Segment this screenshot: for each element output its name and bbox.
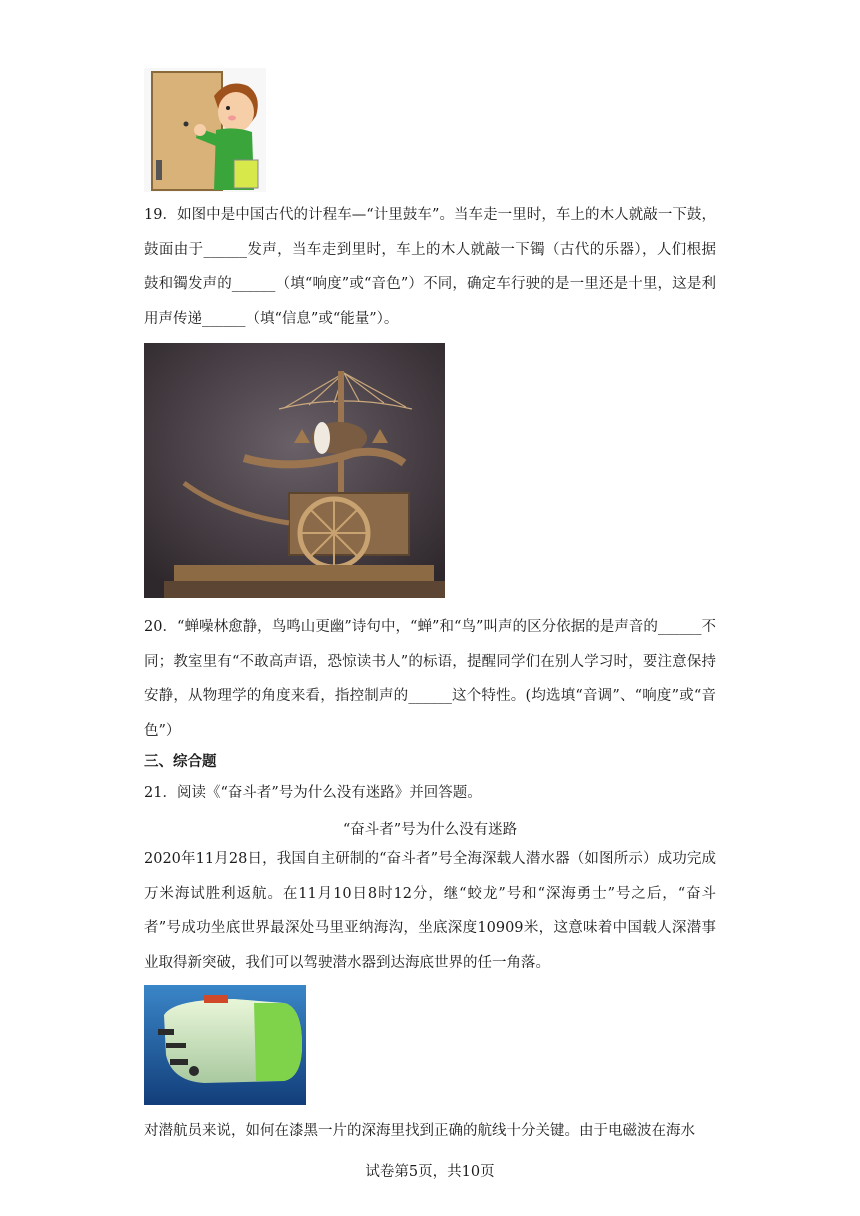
submersible-photo [144,985,306,1105]
article-paragraph-2: 对潜航员来说，如何在漆黑一片的深海里找到正确的航线十分关键。由于电磁波在海水 [144,1123,695,1139]
page-footer: 试卷第5页，共10页 [365,1164,495,1180]
article-title: “奋斗者”号为什么没有迷路 [342,822,518,838]
article-paragraph-1: 2020年11月28日，我国自主研制的“奋斗者”号全海深载人潜水器（如图所示）成功完成万米海试胜利返航。在11月10日8时12分，继“蛟龙”号和“深海勇士”号之后，“奋斗者”号成功坐底世界最深处马里亚纳海沟，坐底深度10909米，这意味着中国载人深潜事业取得新突破，我们可以驾驶潜水器到达海底世界的任一角落。 [144,851,716,971]
question-20: 20．“蝉噪林愈静，鸟鸣山更幽”诗句中，“蝉”和“鸟”叫声的区分依据的是声音的______不同；教室里有“不敢高声语，恐惊读书人”的标语，提醒同学们在别人学习时，要注意保持安静，从物理学的角度来看，指控制声的______这个特性。(均选填“音调”、“响度”或“音色”） [144,619,716,739]
question-19: 19．如图中是中国古代的计程车—“计里鼓车”。当车走一里时，车上的木人就敲一下鼓，鼓面由于______发声，当车走到里时，车上的木人就敲一下镯（古代的乐器），人们根据鼓和镯发声的______（填“响度”或“音色”）不同，确定车行驶的是一里还是十里，这是利用声传递______（填“信息”或“能量”）。 [144,207,716,327]
drum-cart-photo [144,343,445,598]
question-21-intro: 21．阅读《“奋斗者”号为什么没有迷路》并回答题。 [144,785,482,801]
knocking-door-illustration [144,68,266,192]
section-3-heading: 三、综合题 [144,753,217,770]
